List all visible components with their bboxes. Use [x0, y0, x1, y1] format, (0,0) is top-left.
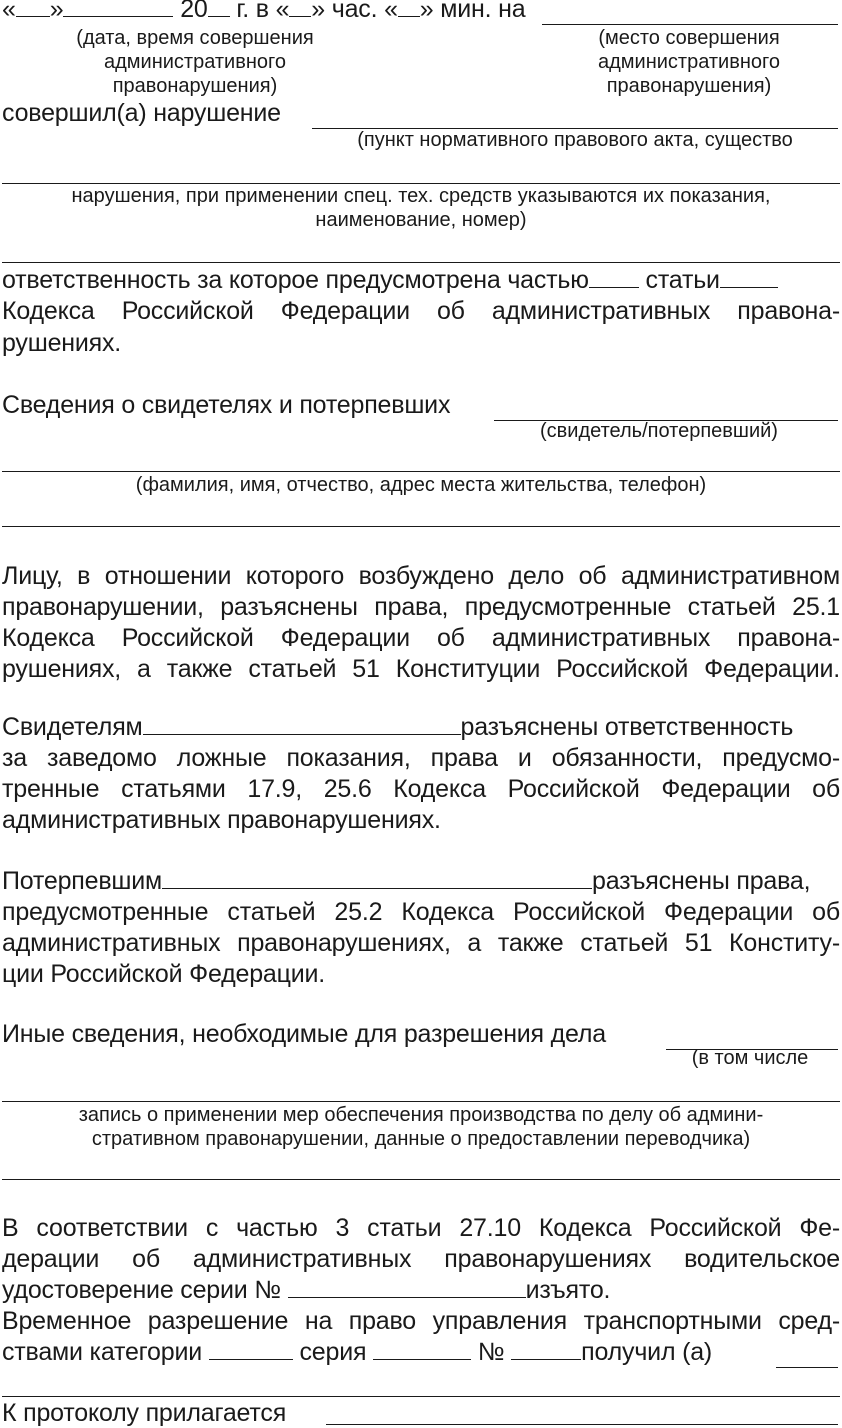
- caption-violation-point: (пункт нормативного правового акта, существо: [357, 129, 793, 151]
- responsibility-line: [2, 265, 778, 295]
- witnesses-p-2: тренные статьями 17.9, 25.6 Кодекса Российской Федерации об: [2, 775, 840, 803]
- license-p-2: дерации об административных правонарушениях водительское: [2, 1245, 840, 1273]
- witnesses-p-1: за заведомо ложные показания, права и обязанности, предусмо-: [2, 744, 840, 772]
- witnesses-tail: разъяснены ответственность: [460, 713, 794, 741]
- code-line-1: Кодекса Российской Федерации об административных правона-: [2, 297, 840, 325]
- witnesses-p-3: административных правонарушениях.: [2, 806, 441, 834]
- witnesses-label: Свидетелям: [2, 713, 143, 741]
- quote-open-3: «: [384, 0, 398, 23]
- caption-datetime-2: административного: [103, 51, 286, 73]
- place-field[interactable]: [542, 2, 838, 25]
- victims-p-1: предусмотренные статьей 25.2 Кодекса Российской Федерации об: [2, 898, 840, 926]
- caption-including: (в том числе: [691, 1047, 809, 1069]
- caption-place-2: административного: [597, 51, 780, 73]
- minutes-field[interactable]: [398, 0, 420, 17]
- month-field[interactable]: [63, 0, 173, 17]
- year-prefix: 20: [180, 0, 208, 23]
- caption-witness-type: (свидетель/потерпевший): [540, 420, 778, 442]
- temp-received-label: получил (а): [581, 1338, 713, 1366]
- caption-violation-details-2: наименование, номер): [315, 209, 527, 231]
- datetime-place-line: [2, 0, 525, 24]
- hours-label: час.: [331, 0, 378, 23]
- witnesses-line: [2, 712, 793, 742]
- quote-open: «: [2, 0, 16, 23]
- temp-category-label: ствами категории: [2, 1338, 202, 1366]
- temp-number-field[interactable]: [511, 1337, 581, 1360]
- quote-close-3: »: [419, 0, 434, 23]
- year-field[interactable]: [208, 0, 230, 17]
- committed-violation-label: совершил(а) нарушение: [2, 99, 281, 127]
- victims-p-3: ции Российской Федерации.: [2, 960, 325, 988]
- caption-datetime-1: (дата, время совершения: [76, 27, 314, 49]
- quote-close-2: »: [311, 0, 325, 23]
- temp-number-label: №: [477, 1338, 505, 1366]
- rights-line-2: правонарушении, разъяснены права, предусмотренные статьей 25.1: [2, 593, 840, 621]
- victims-tail: разъяснены права,: [592, 867, 811, 895]
- temp-series-label: серия: [299, 1338, 367, 1366]
- violation-line-3[interactable]: [2, 262, 840, 263]
- hours-field[interactable]: [289, 0, 311, 17]
- caption-security-1: запись о применении мер обеспечения производства по делу об админи-: [78, 1104, 764, 1126]
- witness-line-2[interactable]: [2, 471, 840, 472]
- victims-line: [2, 866, 810, 896]
- temp-permit-line-2[interactable]: [2, 1396, 840, 1397]
- other-info-line-2[interactable]: [2, 1101, 840, 1102]
- witness-info-field[interactable]: [494, 398, 838, 421]
- code-line-2: рушениях.: [2, 329, 122, 357]
- category-field[interactable]: [209, 1337, 293, 1360]
- victims-field[interactable]: [162, 866, 592, 889]
- caption-violation-details-1: нарушения, при применении спец. тех. средств указываются их показания,: [71, 185, 771, 207]
- witness-line-3[interactable]: [2, 526, 840, 527]
- attached-field[interactable]: [326, 1402, 838, 1425]
- caption-place-1: (место совершения: [598, 27, 780, 49]
- temp-permit-line: Временное разрешение на право управления транспортными сред-: [2, 1307, 840, 1335]
- caption-person-details: (фамилия, имя, отчество, адрес места жительства, телефон): [135, 474, 707, 496]
- license-p-1: В соответствии с частью 3 статьи 27.10 Кодекса Российской Фе-: [2, 1214, 840, 1242]
- minutes-label: мин. на: [440, 0, 526, 23]
- article-field[interactable]: [720, 265, 778, 288]
- rights-line-3: Кодекса Российской Федерации об административных правона-: [2, 624, 840, 652]
- received-signature-field[interactable]: [776, 1345, 838, 1368]
- license-number-field[interactable]: [288, 1275, 526, 1298]
- quote-open-2: «: [275, 0, 290, 23]
- witnesses-field[interactable]: [143, 712, 461, 735]
- caption-place-3: правонарушения): [606, 75, 772, 97]
- license-line: [2, 1275, 610, 1305]
- victims-label: Потерпевшим: [2, 867, 163, 895]
- license-seized: изъято.: [525, 1276, 611, 1304]
- violation-field[interactable]: [312, 106, 838, 129]
- other-info-line-3[interactable]: [2, 1179, 840, 1180]
- part-field[interactable]: [589, 265, 639, 288]
- responsibility-prefix: ответственность за которое предусмотрена частью: [2, 266, 589, 294]
- temp-series-field[interactable]: [373, 1337, 471, 1360]
- other-info-label: Иные сведения, необходимые для разрешения дела: [2, 1020, 606, 1048]
- quote-close: »: [49, 0, 64, 23]
- temp-permit-details: [2, 1337, 712, 1367]
- day-field[interactable]: [16, 0, 50, 17]
- license-series-label: удостоверение серии №: [2, 1276, 281, 1304]
- rights-line-4: рушениях, а также статьей 51 Конституции Российской Федерации.: [2, 655, 840, 683]
- attached-label: К протоколу прилагается: [2, 1399, 287, 1427]
- responsibility-article: статьи: [645, 266, 720, 294]
- victims-p-2: административных правонарушениях, а также статьей 51 Конститу-: [2, 929, 840, 957]
- rights-line-1: Лицу, в отношении которого возбуждено дело об административном: [2, 562, 840, 590]
- year-suffix: г. в: [236, 0, 269, 23]
- caption-security-2: стративном правонарушении, данные о предоставлении переводчика): [91, 1128, 751, 1150]
- witness-info-label: Сведения о свидетелях и потерпевших: [2, 391, 451, 419]
- caption-datetime-3: правонарушения): [112, 75, 278, 97]
